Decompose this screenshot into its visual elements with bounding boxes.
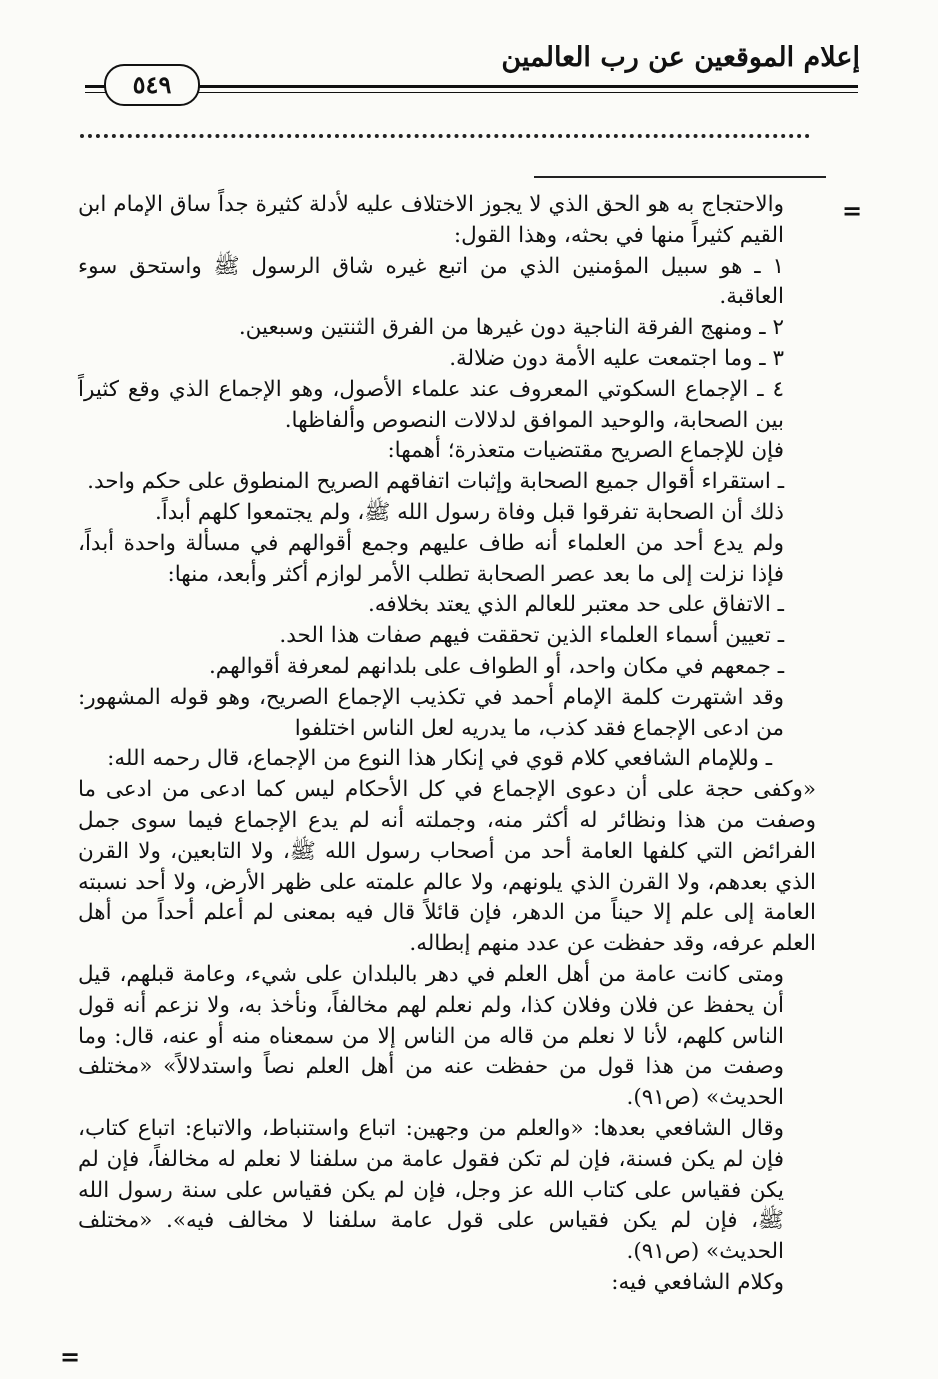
paragraph: ـ تعيين أسماء العلماء الذين تحققت فيهم صفات هذا الحد.: [279, 623, 784, 649]
footnote-body: [78, 190, 816, 1299]
paragraph: ـ استقراء أقوال جميع الصحابة وإثبات اتفاقهم الصريح المنطوق على حكم واحد.: [87, 469, 784, 495]
paragraph: ـ وللإمام الشافعي كلام قوي في إنكار هذا النوع من الإجماع، قال رحمه الله:: [107, 746, 772, 772]
paragraph: «وكفى حجة على أن دعوى الإجماع في كل الأحكام ليس كما ادعى من ادعى ما وصفت من هذا ونظائر له أكثر منه، وجملته أنه لم يدع الإجماع فيما سوى جمل الفرائض التي كلفها العامة أحد من أصحاب رسول الله ﷺ، ولا التابعين، ولا القرن الذي بعدهم، ولا القرن الذي يلونهم، ولا عالم علمته على ظهر الأرض، ولا أحد نسبته العامة إلى علم إلا حيناً من الدهر، فإن قائلاً قال فيه بمعنى لم أعلم أحداً من أهل العلم عرفه، وقد حفظت عن عدد منهم إبطاله.: [78, 777, 816, 957]
paragraph: ـ جمعهم في مكان واحد، أو الطواف على بلدانهم لمعرفة أقوالهم.: [208, 653, 784, 679]
paragraph: ١ ـ هو سبيل المؤمنين الذي من اتبع غيره شاق الرسول ﷺ واستحق سوء العاقبة.: [78, 253, 784, 310]
paragraph: ولم يدع أحد من العلماء أنه طاف عليهم وجمع أقوالهم في مسألة واحدة أبداً، فإذا نزلت إلى ما بعد عصر الصحابة تطلب الأمر لوازم أكثر وأبعد، منها:: [78, 530, 784, 587]
footnote-continuation-marker-top: =: [842, 196, 863, 225]
paragraph: ذلك أن الصحابة تفرقوا قبل وفاة رسول الله ﷺ، ولم يجتمعوا كلهم أبداً.: [154, 499, 784, 525]
paragraph: وكلام الشافعي فيه:: [611, 1269, 784, 1295]
running-title: إعلام الموقعين عن رب العالمين: [501, 42, 860, 73]
header-rule-thick: [85, 85, 858, 88]
paragraph: ـ الاتفاق على حد معتبر للعالم الذي يعتد بخلافه.: [367, 592, 784, 618]
header-rule-thin: [85, 92, 858, 93]
paragraph: وقد اشتهرت كلمة الإمام أحمد في تكذيب الإجماع الصريح، وهو قوله المشهور: من ادعى الإجماع فقد كذب، ما يدريه لعل الناس اختلفوا: [78, 684, 784, 741]
page-header: [0, 0, 938, 110]
footnote-rule: [534, 176, 826, 178]
dotted-divider: [80, 134, 810, 138]
paragraph: وقال الشافعي بعدها: «والعلم من وجهين: اتباع واستنباط، والاتباع: اتباع كتاب، فإن لم يكن فسنة، فإن لم تكن فقول عامة من سلفنا لا نعلم له مخالفاً، فإن لم يكن فقياس على كتاب الله عز وجل، فإن لم يكن فقياس على سنة رسول الله ﷺ، فإن لم يكن فقياس على قول عامة سلفنا لا مخالف فيه». «مختلف الحديث» (ص٩١).: [78, 1115, 784, 1265]
paragraph: ٤ ـ الإجماع السكوتي المعروف عند علماء الأصول، وهو الإجماع الذي وقع كثيراً بين الصحابة، والوحيد الموافق لدلالات النصوص وألفاظها.: [78, 376, 784, 433]
paragraph: والاحتجاج به هو الحق الذي لا يجوز الاختلاف عليه لأدلة كثيرة جداً ساق الإمام ابن القيم كثيراً منها في بحثه، وهذا القول:: [78, 192, 784, 248]
paragraph: ومتى كانت عامة من أهل العلم في دهر بالبلدان على شيء، وعامة قبلهم، قيل أن يحفظ عن فلان وفلان كذا، ولم نعلم لهم مخالفاً، ونأخذ به، ولا نزعم أنه قول الناس كلهم، لأنا لا نعلم من قاله من الناس إلا من سمعناه منه أو عنه، قال: وما وصفت من هذا قول من حفظت عنه من أهل العلم نصاً واستدلالاً» «مختلف الحديث» (ص٩١).: [78, 961, 784, 1111]
footnote-continuation-marker-bottom: =: [60, 1342, 81, 1371]
paragraph: ٢ ـ ومنهج الفرقة الناجية دون غيرها من الفرق الثنتين وسبعين.: [238, 315, 784, 341]
paragraph: ٣ ـ وما اجتمعت عليه الأمة دون ضلالة.: [449, 345, 784, 371]
page-number-badge: ٥٤٩: [104, 64, 200, 106]
paragraph: فإن للإجماع الصريح مقتضيات متعذرة؛ أهمها:: [387, 438, 784, 464]
